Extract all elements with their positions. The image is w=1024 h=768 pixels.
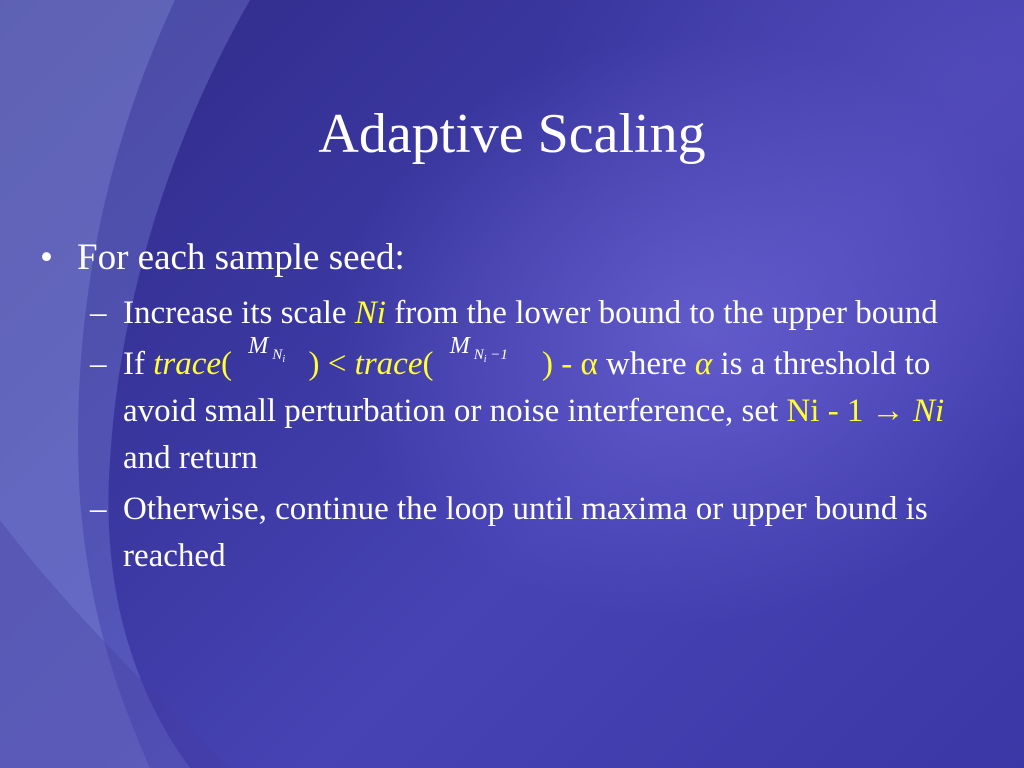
slide-body [40,230,980,580]
space [905,393,913,429]
update-expression: Ni - 1 → [786,393,905,429]
slide-title: Adaptive Scaling [318,103,706,165]
bullet-marker: • [40,237,53,278]
matrix-subscript [474,345,508,370]
bullet-item [40,230,980,286]
matrix-m-ni-minus-1 [442,333,534,381]
subscript-i: i [483,354,487,365]
variable-ni: Ni [912,393,945,429]
sub-bullet-text: and return [123,440,258,476]
matrix-symbol: M [248,333,269,359]
sub-bullet-text: where [597,346,695,382]
minus-alpha: ) - α [533,346,598,382]
comparison: ) < [300,346,355,382]
trace-function: trace [354,346,423,382]
subscript-i: i [282,354,286,365]
subscript-minus-one: −1 [486,347,508,363]
bullet-text: For each sample seed: [77,237,405,278]
sub-bullet-text: from the lower bound to the upper bound [385,295,938,331]
paren-open: ( [221,346,241,382]
matrix-m-ni [240,333,300,381]
sub-bullet-text: Otherwise, continue the loop until maxima or upper bound is reached [123,491,928,574]
variable-ni: Ni [354,295,386,331]
matrix-subscript [272,345,285,370]
dash-marker: – [90,295,107,331]
alpha-symbol: α [694,346,713,382]
subscript-n: N [272,347,283,363]
sub-bullet-increase-scale [40,290,980,337]
dash-marker: – [90,491,107,527]
sub-bullet-text: If [123,346,154,382]
sub-bullet-otherwise [40,486,980,580]
sub-bullet-condition [40,333,980,482]
dash-marker: – [90,346,107,382]
subscript-n: N [473,347,484,363]
matrix-symbol: M [449,333,470,359]
sub-bullet-text: Increase its scale [123,295,355,331]
paren-open: ( [422,346,442,382]
trace-function: trace [153,346,222,382]
sub-bullet-text: is a threshold to avoid small perturbation or noise interference, set [123,346,931,429]
